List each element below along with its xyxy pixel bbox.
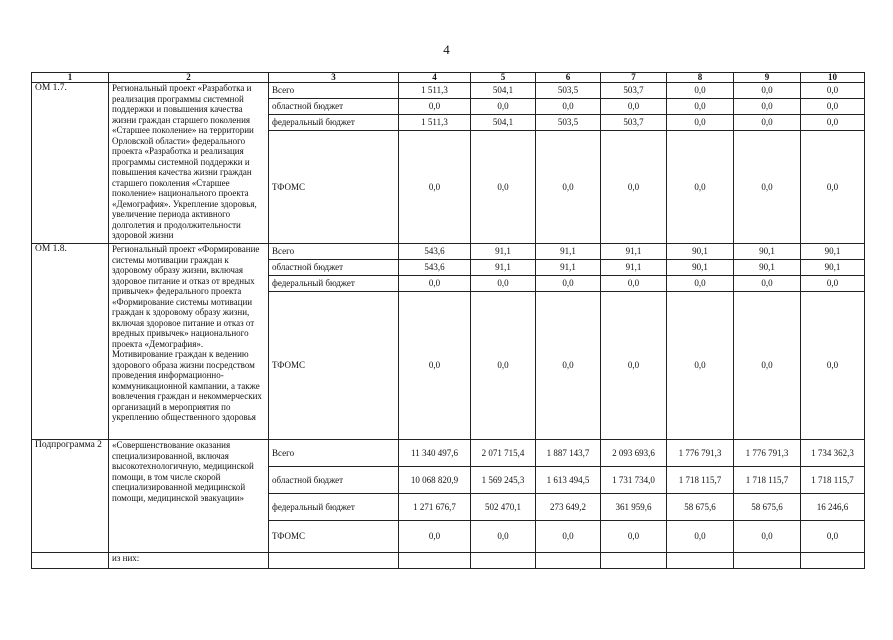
value-cell: 2 093 693,6 [601,440,667,467]
value-cell: 58 675,6 [667,494,734,521]
value-cell: 1 511,3 [399,83,471,99]
funding-source: областной бюджет [269,467,399,494]
funding-source: ТФОМС [269,292,399,440]
value-cell: 1 776 791,3 [667,440,734,467]
value-cell [801,553,865,569]
funding-source: Всего [269,440,399,467]
value-cell: 0,0 [734,292,801,440]
value-cell: 90,1 [667,260,734,276]
value-cell [667,553,734,569]
value-cell: 1 734 362,3 [801,440,865,467]
value-cell: 1 731 734,0 [601,467,667,494]
value-cell: 0,0 [601,99,667,115]
value-cell: 0,0 [667,115,734,131]
value-cell: 0,0 [801,83,865,99]
col-header: 10 [801,73,865,83]
value-cell: 2 071 715,4 [471,440,536,467]
value-cell: 1 718 115,7 [734,467,801,494]
row-description: из них: [109,553,269,569]
value-cell: 503,5 [536,83,601,99]
col-header: 5 [471,73,536,83]
col-header: 7 [601,73,667,83]
col-header: 9 [734,73,801,83]
value-cell [536,553,601,569]
value-cell: 58 675,6 [734,494,801,521]
value-cell: 1 569 245,3 [471,467,536,494]
value-cell: 543,6 [399,244,471,260]
value-cell: 0,0 [667,83,734,99]
value-cell: 0,0 [734,131,801,244]
value-cell: 0,0 [801,276,865,292]
value-cell: 1 718 115,7 [667,467,734,494]
value-cell: 0,0 [471,99,536,115]
funding-source [269,553,399,569]
value-cell: 0,0 [801,99,865,115]
funding-source: ТФОМС [269,131,399,244]
value-cell: 16 246,6 [801,494,865,521]
value-cell: 1 776 791,3 [734,440,801,467]
value-cell: 0,0 [734,83,801,99]
value-cell: 0,0 [667,99,734,115]
value-cell: 90,1 [801,260,865,276]
table-row [32,83,865,99]
budget-table [31,72,865,569]
value-cell: 0,0 [801,521,865,553]
value-cell: 0,0 [399,99,471,115]
value-cell: 91,1 [471,260,536,276]
value-cell: 90,1 [734,244,801,260]
value-cell: 0,0 [536,99,601,115]
value-cell: 0,0 [399,521,471,553]
value-cell: 0,0 [536,521,601,553]
funding-source: Всего [269,244,399,260]
value-cell: 0,0 [801,292,865,440]
value-cell: 0,0 [471,276,536,292]
value-cell: 361 959,6 [601,494,667,521]
value-cell: 0,0 [601,276,667,292]
funding-source: Всего [269,83,399,99]
col-header: 4 [399,73,471,83]
value-cell: 90,1 [734,260,801,276]
table-row [32,244,865,260]
col-header: 1 [32,73,109,83]
value-cell: 0,0 [667,521,734,553]
value-cell: 273 649,2 [536,494,601,521]
value-cell: 0,0 [734,521,801,553]
value-cell: 1 613 494,5 [536,467,601,494]
value-cell: 0,0 [536,276,601,292]
funding-source: федеральный бюджет [269,115,399,131]
value-cell: 1 511,3 [399,115,471,131]
value-cell: 0,0 [471,292,536,440]
value-cell: 0,0 [536,131,601,244]
value-cell: 10 068 820,9 [399,467,471,494]
col-header: 2 [109,73,269,83]
value-cell: 11 340 497,6 [399,440,471,467]
value-cell: 0,0 [601,521,667,553]
row-code [32,553,109,569]
value-cell: 90,1 [801,244,865,260]
value-cell: 0,0 [601,292,667,440]
value-cell: 0,0 [471,131,536,244]
value-cell: 91,1 [601,260,667,276]
col-header: 3 [269,73,399,83]
funding-source: областной бюджет [269,99,399,115]
value-cell: 0,0 [734,276,801,292]
value-cell: 0,0 [536,292,601,440]
value-cell: 0,0 [471,521,536,553]
header-row [32,73,865,83]
funding-source: областной бюджет [269,260,399,276]
funding-source: ТФОМС [269,521,399,553]
value-cell: 90,1 [667,244,734,260]
value-cell: 1 718 115,7 [801,467,865,494]
value-cell: 504,1 [471,115,536,131]
row-description: «Совершенствование оказания специализированной, включая высокотехнологичную, медицинской помощи, в том числе скорой специализированной медицинской помощи, медицинской эвакуации» [109,440,269,553]
value-cell: 503,7 [601,115,667,131]
table-row [32,440,865,467]
col-header: 6 [536,73,601,83]
value-cell: 0,0 [734,99,801,115]
value-cell: 543,6 [399,260,471,276]
value-cell: 0,0 [399,276,471,292]
value-cell: 0,0 [667,292,734,440]
value-cell: 0,0 [399,292,471,440]
row-code: ОМ 1.8. [32,244,109,440]
value-cell: 0,0 [801,131,865,244]
row-description: Региональный проект «Формирование системы мотивации граждан к здоровому образу жизни, включая здоровое питание и отказ от вредных привычек» федерального проекта «Формирование системы мотивации граждан к здоровому образу жизни, включая здоровое питание и отказ от вредных привычек» национального проекта «Демография». Мотивирование граждан к ведению здорового образа жизни посредством проведения информационно-коммуникационной кампании, а также вовлечения граждан и некоммерческих организаций в мероприятия по укреплению общественного здоровья [109,244,269,440]
value-cell: 0,0 [667,131,734,244]
row-code: Подпрограмма 2 [32,440,109,553]
value-cell: 502 470,1 [471,494,536,521]
value-cell: 503,5 [536,115,601,131]
value-cell: 1 271 676,7 [399,494,471,521]
value-cell: 0,0 [734,115,801,131]
value-cell [601,553,667,569]
value-cell: 0,0 [601,131,667,244]
value-cell [471,553,536,569]
col-header: 8 [667,73,734,83]
page-number: 4 [443,42,450,57]
value-cell: 0,0 [399,131,471,244]
value-cell: 91,1 [536,260,601,276]
row-description: Региональный проект «Разработка и реализация программы системной поддержки и повышения качества жизни граждан старшего поколения «Старшее поколение» на территории Орловской области» федерального проекта «Разработка и реализация программы системной поддержки и повышения качества жизни граждан старшего поколения «Старшее поколение» национального проекта «Демография». Укрепление здоровья, увеличение периода активного долголетия и продолжительности здоровой жизни [109,83,269,244]
value-cell: 0,0 [801,115,865,131]
value-cell: 91,1 [601,244,667,260]
row-code: ОМ 1.7. [32,83,109,244]
value-cell [734,553,801,569]
funding-source: федеральный бюджет [269,494,399,521]
value-cell: 1 887 143,7 [536,440,601,467]
value-cell: 91,1 [536,244,601,260]
value-cell: 503,7 [601,83,667,99]
value-cell: 0,0 [667,276,734,292]
value-cell [399,553,471,569]
table-row [32,553,865,569]
value-cell: 91,1 [471,244,536,260]
funding-source: федеральный бюджет [269,276,399,292]
value-cell: 504,1 [471,83,536,99]
